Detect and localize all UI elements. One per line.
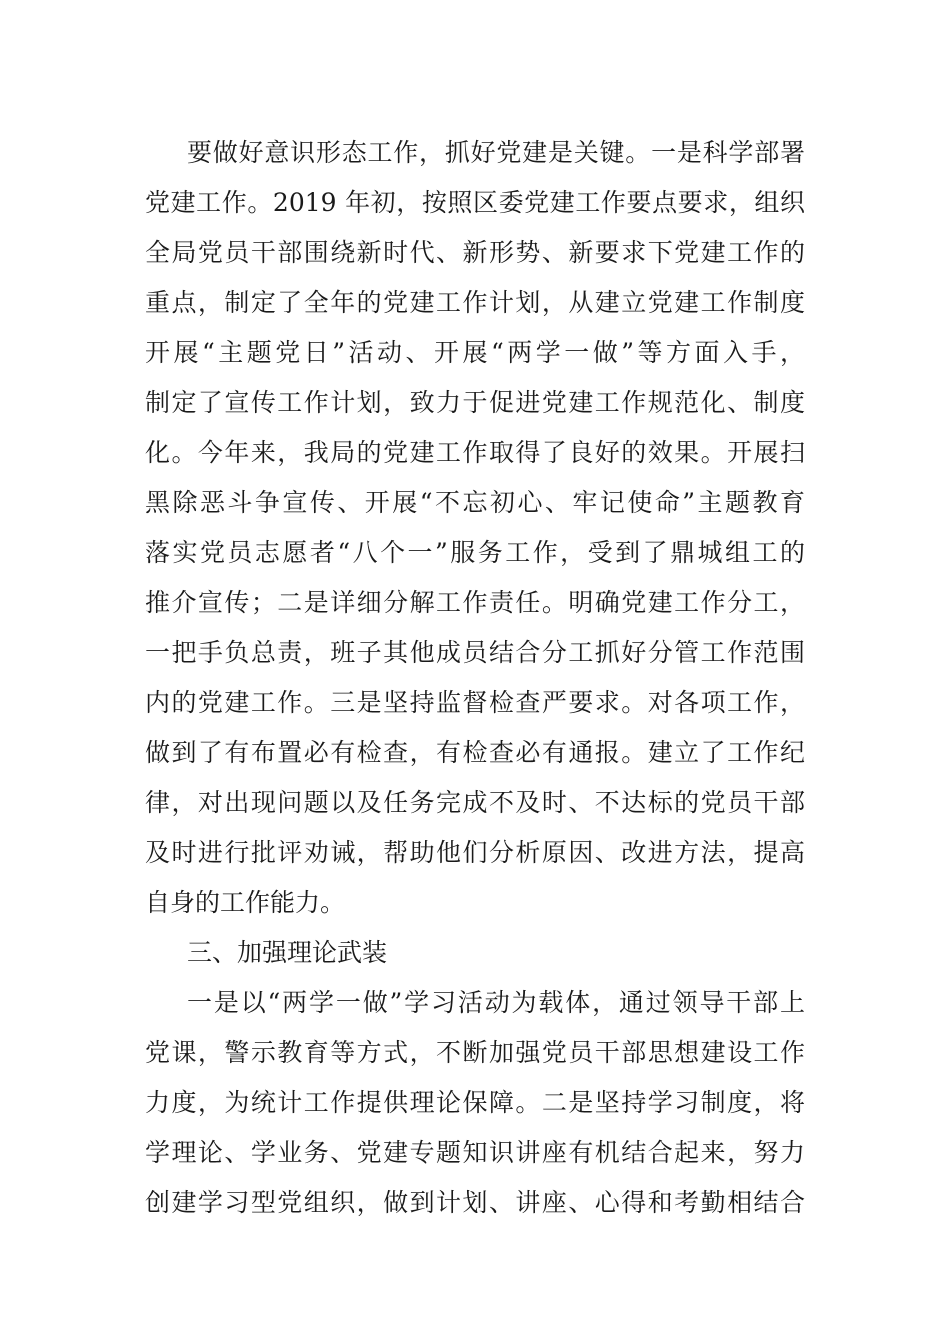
paragraph-line: 一是以“两学一做”学习活动为载体，通过领导干部上 xyxy=(187,988,805,1017)
paragraph-line: 落实党员志愿者“八个一”服务工作，受到了鼎城组工的 xyxy=(145,538,805,567)
paragraph-line: 一把手负总责，班子其他成员结合分工抓好分管工作范围 xyxy=(145,638,805,667)
paragraph-line: 律，对出现问题以及任务完成不及时、不达标的党员干部 xyxy=(145,788,805,817)
paragraph-line: 重点，制定了全年的党建工作计划，从建立党建工作制度 xyxy=(145,288,805,317)
paragraph-line: 全局党员干部围绕新时代、新形势、新要求下党建工作的 xyxy=(145,238,805,267)
paragraph-line: 创建学习型党组织，做到计划、讲座、心得和考勤相结合 xyxy=(145,1188,805,1217)
paragraph-line: 及时进行批评劝诫，帮助他们分析原因、改进方法，提高 xyxy=(145,838,805,867)
paragraph-line: 要做好意识形态工作，抓好党建是关键。一是科学部署 xyxy=(187,138,805,167)
paragraph-line: 开展“主题党日”活动、开展“两学一做”等方面入手， xyxy=(145,338,805,367)
paragraph-line: 做到了有布置必有检查，有检查必有通报。建立了工作纪 xyxy=(145,738,805,767)
paragraph-line: 党课，警示教育等方式，不断加强党员干部思想建设工作 xyxy=(145,1038,805,1067)
paragraph-line: 学理论、学业务、党建专题知识讲座有机结合起来，努力 xyxy=(145,1138,805,1167)
paragraph-line: 党建工作。2019 年初，按照区委党建工作要点要求，组织 xyxy=(145,188,805,217)
paragraph-line: 力度，为统计工作提供理论保障。二是坚持学习制度，将 xyxy=(145,1088,805,1117)
paragraph-line: 自身的工作能力。 xyxy=(145,888,346,917)
document-body xyxy=(145,128,805,1228)
paragraph-line: 推介宣传；二是详细分解工作责任。明确党建工作分工， xyxy=(145,588,805,617)
section-heading: 三、加强理论武装 xyxy=(187,938,388,967)
paragraph-line: 化。今年来，我局的党建工作取得了良好的效果。开展扫 xyxy=(145,438,805,467)
paragraph-line: 制定了宣传工作计划，致力于促进党建工作规范化、制度 xyxy=(145,388,805,417)
paragraph-line: 内的党建工作。三是坚持监督检查严要求。对各项工作， xyxy=(145,688,805,717)
paragraph-line: 黑除恶斗争宣传、开展“不忘初心、牢记使命”主题教育 xyxy=(145,488,805,517)
